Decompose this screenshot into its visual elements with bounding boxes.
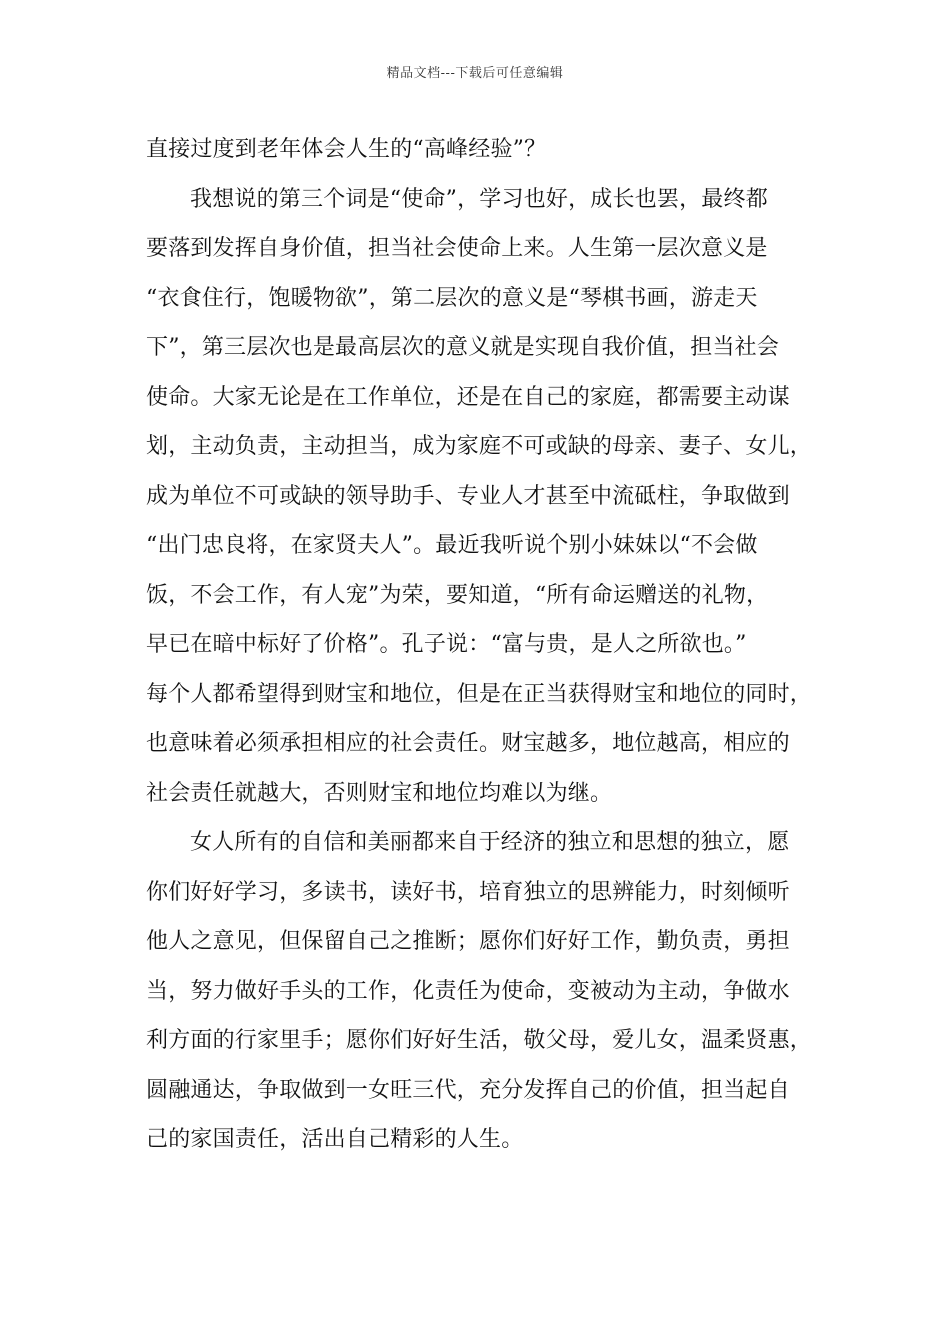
text-line: 也意味着必须承担相应的社会责任。财宝越多，地位越高，相应的 bbox=[146, 731, 790, 756]
text-line: 成为单位不可或缺的领导助手、专业人才甚至中流砥柱，争取做到 bbox=[146, 483, 790, 509]
text-line: 社会责任就越大，否则财宝和地位均难以为继。 bbox=[146, 780, 613, 806]
text-line: 划，主动负责，主动担当，成为家庭不可或缺的母亲、妻子、女儿， bbox=[146, 434, 813, 459]
text-line: 饭，不会工作，有人宠”为荣，要知道，“所有命运赠送的礼物， bbox=[146, 582, 769, 608]
text-line: 要落到发挥自身价值，担当社会使命上来。人生第一层次意义是 bbox=[146, 236, 768, 261]
body-text bbox=[146, 125, 826, 1165]
text-line: 他人之意见，但保留自己之推断；愿你们好好工作，勤负责，勇担 bbox=[146, 929, 790, 954]
text-line: 圆融通达，争取做到一女旺三代，充分发挥自己的价值，担当起自 bbox=[146, 1077, 790, 1103]
text-line: 早已在暗中标好了价格”。孔子说：“富与贵，是人之所欲也。” bbox=[146, 632, 747, 657]
text-line: 下”，第三层次也是最高层次的意义就是实现自我价值，担当社会 bbox=[146, 335, 780, 360]
page-header: 精品文档---下载后可任意编辑 bbox=[386, 66, 564, 81]
text-line: 己的家国责任，活出自己精彩的人生。 bbox=[146, 1127, 524, 1152]
text-line: 当，努力做好手头的工作，化责任为使命，变被动为主动，争做水 bbox=[146, 978, 790, 1004]
text-line: “衣食住行，饱暖物欲”，第二层次的意义是“琴棋书画，游走天 bbox=[146, 285, 758, 311]
paragraph-start-line: 女人所有的自信和美丽都来自于经济的独立和思想的独立，愿 bbox=[190, 830, 790, 855]
text-line: 直接过度到老年体会人生的“高峰经验”？ bbox=[146, 137, 547, 162]
text-line: “出门忠良将，在家贤夫人”。最近我听说个别小妹妹以“不会做 bbox=[146, 533, 758, 558]
text-line: 每个人都希望得到财宝和地位，但是在正当获得财宝和地位的同时， bbox=[146, 681, 813, 707]
text-line: 你们好好学习，多读书，读好书，培育独立的思辨能力，时刻倾听 bbox=[146, 879, 790, 905]
text-line: 使命。大家无论是在工作单位，还是在自己的家庭，都需要主动谋 bbox=[146, 384, 790, 410]
text-line: 利方面的行家里手；愿你们好好生活，敬父母，爱儿女，温柔贤惠， bbox=[146, 1028, 813, 1053]
paragraph-start-line: 我想说的第三个词是“使命”，学习也好，成长也罢，最终都 bbox=[190, 186, 768, 212]
